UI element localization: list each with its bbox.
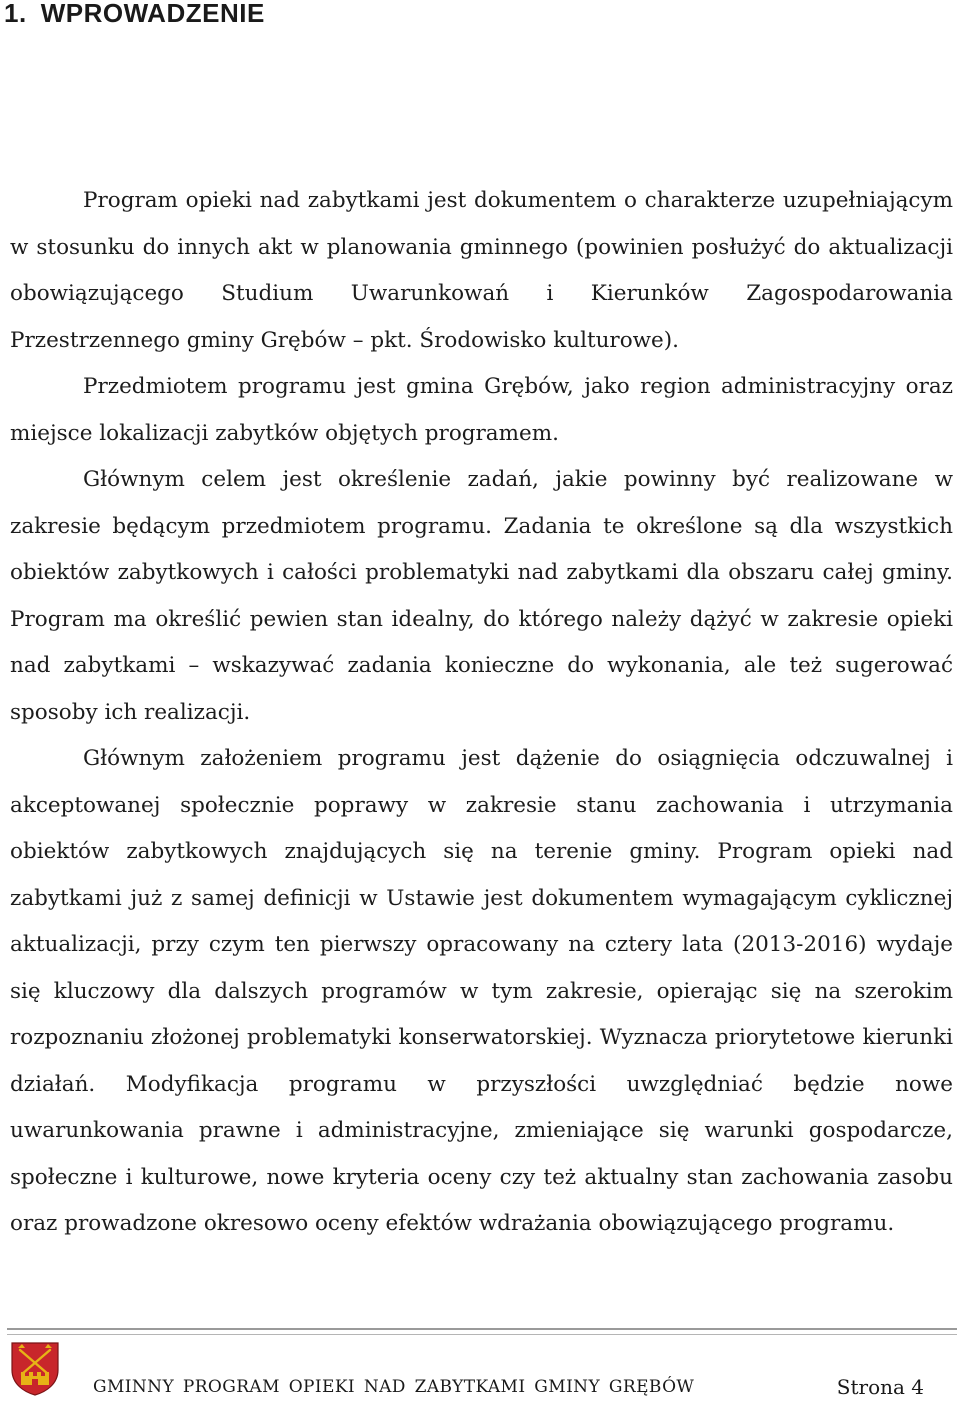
footer-divider	[7, 1328, 957, 1330]
section-heading	[4, 0, 265, 26]
section-title: WPROWADZENIE	[40, 0, 265, 28]
page-number: Strona 4	[836, 1375, 924, 1399]
footer-document-title: GMINNY PROGRAM OPIEKI NAD ZABYTKAMI GMINY GRĘBÓW	[93, 1377, 695, 1397]
footer-divider-thin	[7, 1334, 957, 1335]
document-body	[10, 178, 953, 1248]
paragraph-main-goal: Głównym celem jest określenie zadań, jakie powinny być realizowane w zakresie będącym przedmiotem programu. Zadania te określone są dla wszystkich obiektów zabytkowych i całości problematyki nad zabytkami dla obszaru całej gminy. Program ma określić pewien stan idealny, do którego należy dążyć w zakresie opieki nad zabytkami – wskazywać zadania konieczne do wykonania, ale też sugerować sposoby ich realizacji.	[10, 467, 953, 725]
paragraph-subject: Przedmiotem programu jest gmina Grębów, jako region administracyjny oraz miejsce lokalizacji zabytków objętych programem.	[10, 374, 953, 446]
paragraph-main-assumption: Głównym założeniem programu jest dążenie do osiągnięcia odczuwalnej i akceptowanej społecznie poprawy w zakresie stanu zachowania i utrzymania obiektów zabytkowych znajdujących się na terenie gminy. Program opieki nad zabytkami już z samej definicji w Ustawie jest dokumentem wymagającym cyklicznej aktualizacji, przy czym ten pierwszy opracowany na cztery lata (2013-2016) wydaje się kluczowy dla dalszych programów w tym zakresie, opierając się na szerokim rozpoznaniu złożonej problematyki konserwatorskiej. Wyznacza priorytetowe kierunki działań. Modyfikacja programu w przyszłości uwzględniać będzie nowe uwarunkowania prawne i administracyjne, zmieniające się warunki gospodarcze, społeczne i kulturowe, nowe kryteria oceny czy też aktualny stan zachowania zasobu oraz prowadzone okresowo oceny efektów wdrażania obowiązującego programu.	[10, 746, 953, 1236]
coat-of-arms-icon	[8, 1340, 62, 1396]
section-number: 1.	[4, 0, 27, 28]
paragraph-intro: Program opieki nad zabytkami jest dokumentem o charakterze uzupełniającym w stosunku do innych akt w planowania gminnego (powinien posłużyć do aktualizacji obowiązującego Studium Uwarunkowań i Kierunków Zagospodarowania Przestrzennego gminy Grębów – pkt. Środowisko kulturowe).	[10, 188, 953, 353]
